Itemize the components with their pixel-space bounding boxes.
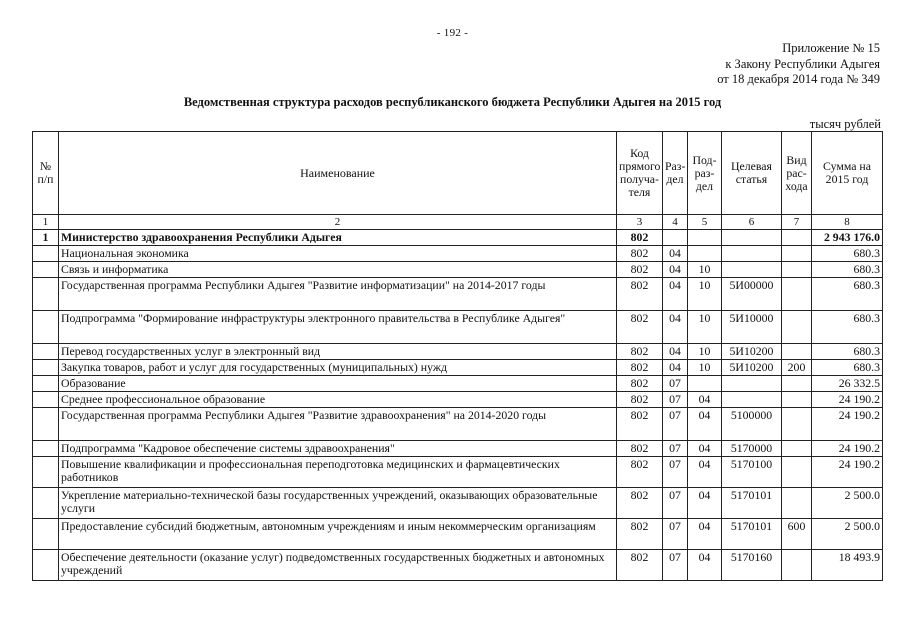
row-recipient: 802 — [617, 311, 663, 344]
row-name: Министерство здравоохранения Республики Адыгея — [59, 230, 617, 246]
row-target — [722, 246, 782, 262]
row-sum: 26 332.5 — [812, 376, 883, 392]
row-subsection — [688, 376, 722, 392]
row-section: 07 — [663, 457, 688, 488]
row-section: 04 — [663, 360, 688, 376]
row-target: 5170100 — [722, 457, 782, 488]
table-row — [33, 262, 883, 278]
row-num — [33, 278, 59, 311]
row-sum: 2 500.0 — [812, 488, 883, 519]
appendix-line: Приложение № 15 — [782, 41, 880, 55]
row-num — [33, 262, 59, 278]
table-row — [33, 457, 883, 488]
table-row — [33, 550, 883, 581]
row-target — [722, 392, 782, 408]
column-number: 6 — [722, 215, 782, 230]
row-num — [33, 550, 59, 581]
column-number: 5 — [688, 215, 722, 230]
row-expense — [782, 550, 812, 581]
row-recipient: 802 — [617, 550, 663, 581]
column-number: 1 — [33, 215, 59, 230]
row-expense — [782, 278, 812, 311]
table-row — [33, 519, 883, 550]
table-row — [33, 392, 883, 408]
row-recipient: 802 — [617, 360, 663, 376]
units-label: тысяч рублей — [809, 117, 881, 131]
row-num — [33, 376, 59, 392]
row-name: Государственная программа Республики Адыгея "Развитие информатизации" на 2014-2017 годы — [59, 278, 617, 311]
row-section: 07 — [663, 392, 688, 408]
row-expense: 200 — [782, 360, 812, 376]
row-subsection: 04 — [688, 550, 722, 581]
row-expense — [782, 441, 812, 457]
row-target: 5И00000 — [722, 278, 782, 311]
row-recipient: 802 — [617, 488, 663, 519]
row-name: Обеспечение деятельности (оказание услуг) подведомственных государственных бюджетных и автономных учреждений — [59, 550, 617, 581]
table-row — [33, 360, 883, 376]
header-subsection: Под-раз-дел — [688, 132, 722, 215]
table-row — [33, 311, 883, 344]
row-name: Среднее профессиональное образование — [59, 392, 617, 408]
row-name: Закупка товаров, работ и услуг для государственных (муниципальных) нужд — [59, 360, 617, 376]
row-subsection: 10 — [688, 278, 722, 311]
row-recipient: 802 — [617, 230, 663, 246]
row-section: 04 — [663, 246, 688, 262]
column-number: 2 — [59, 215, 617, 230]
row-name: Подпрограмма "Формирование инфраструктуры электронного правительства в Республике Адыгея" — [59, 311, 617, 344]
header-expense: Вид рас-хода — [782, 132, 812, 215]
table-row — [33, 230, 883, 246]
row-num — [33, 408, 59, 441]
document-title: Ведомственная структура расходов республиканского бюджета Республики Адыгея на 2015 год — [183, 95, 722, 109]
row-recipient: 802 — [617, 392, 663, 408]
row-name: Повышение квалификации и профессиональная переподготовка медицинских и фармацевтических работников — [59, 457, 617, 488]
row-sum: 24 190.2 — [812, 457, 883, 488]
header-target: Целевая статья — [722, 132, 782, 215]
row-num — [33, 457, 59, 488]
row-name: Связь и информатика — [59, 262, 617, 278]
row-subsection: 10 — [688, 360, 722, 376]
row-name: Предоставление субсидий бюджетным, автономным учреждениям и иным некоммерческим организациям — [59, 519, 617, 550]
row-expense — [782, 230, 812, 246]
row-section: 04 — [663, 262, 688, 278]
row-sum: 680.3 — [812, 278, 883, 311]
row-name: Подпрограмма "Кадровое обеспечение системы здравоохранения" — [59, 441, 617, 457]
row-num — [33, 360, 59, 376]
row-subsection: 10 — [688, 344, 722, 360]
row-recipient: 802 — [617, 344, 663, 360]
column-number: 4 — [663, 215, 688, 230]
row-num — [33, 392, 59, 408]
row-num: 1 — [33, 230, 59, 246]
column-number: 3 — [617, 215, 663, 230]
row-name: Укрепление материально-технической базы государственных учреждений, оказывающих образовательные услуги — [59, 488, 617, 519]
row-num — [33, 441, 59, 457]
row-section: 07 — [663, 408, 688, 441]
row-target: 5100000 — [722, 408, 782, 441]
row-name: Национальная экономика — [59, 246, 617, 262]
row-subsection — [688, 230, 722, 246]
row-subsection: 10 — [688, 262, 722, 278]
appendix-line: к Закону Республики Адыгея — [725, 56, 880, 71]
row-sum: 680.3 — [812, 311, 883, 344]
row-subsection: 04 — [688, 457, 722, 488]
row-target — [722, 376, 782, 392]
row-expense: 600 — [782, 519, 812, 550]
header-num: № п/п — [33, 132, 59, 215]
row-num — [33, 488, 59, 519]
row-subsection: 04 — [688, 441, 722, 457]
row-recipient: 802 — [617, 408, 663, 441]
row-expense — [782, 344, 812, 360]
header-name: Наименование — [59, 132, 617, 215]
row-target — [722, 262, 782, 278]
column-number: 8 — [812, 215, 883, 230]
header-section: Раз-дел — [663, 132, 688, 215]
column-number-row — [33, 215, 883, 230]
table-row — [33, 408, 883, 441]
row-expense — [782, 246, 812, 262]
budget-table — [32, 131, 883, 581]
row-subsection: 10 — [688, 311, 722, 344]
row-sum: 24 190.2 — [812, 441, 883, 457]
row-recipient: 802 — [617, 278, 663, 311]
row-name: Образование — [59, 376, 617, 392]
row-section: 07 — [663, 376, 688, 392]
row-recipient: 802 — [617, 262, 663, 278]
row-expense — [782, 457, 812, 488]
row-subsection: 04 — [688, 519, 722, 550]
row-num — [33, 311, 59, 344]
row-target — [722, 230, 782, 246]
row-num — [33, 519, 59, 550]
row-num — [33, 246, 59, 262]
row-recipient: 802 — [617, 246, 663, 262]
row-sum: 2 943 176.0 — [812, 230, 883, 246]
row-recipient: 802 — [617, 376, 663, 392]
row-sum: 2 500.0 — [812, 519, 883, 550]
header-recipient: Код прямого получа-теля — [617, 132, 663, 215]
header-row — [33, 132, 883, 215]
row-section: 07 — [663, 550, 688, 581]
row-target: 5170101 — [722, 488, 782, 519]
row-target: 5170160 — [722, 550, 782, 581]
column-number: 7 — [782, 215, 812, 230]
header-sum: Сумма на 2015 год — [812, 132, 883, 215]
row-target: 5170000 — [722, 441, 782, 457]
row-recipient: 802 — [617, 519, 663, 550]
row-section: 07 — [663, 519, 688, 550]
row-section: 04 — [663, 344, 688, 360]
row-sum: 680.3 — [812, 344, 883, 360]
page-number: - 192 - — [436, 27, 469, 39]
row-section: 07 — [663, 441, 688, 457]
row-sum: 24 190.2 — [812, 392, 883, 408]
table-row — [33, 278, 883, 311]
row-sum: 24 190.2 — [812, 408, 883, 441]
row-name: Государственная программа Республики Адыгея "Развитие здравоохранения" на 2014-2020 годы — [59, 408, 617, 441]
row-num — [33, 344, 59, 360]
table-row — [33, 246, 883, 262]
row-section: 07 — [663, 488, 688, 519]
row-sum: 680.3 — [812, 360, 883, 376]
row-subsection — [688, 246, 722, 262]
table-row — [33, 344, 883, 360]
row-target: 5170101 — [722, 519, 782, 550]
appendix-block — [717, 41, 880, 88]
table-row — [33, 441, 883, 457]
appendix-line: от 18 декабря 2014 года № 349 — [717, 72, 880, 86]
row-expense — [782, 408, 812, 441]
row-expense — [782, 488, 812, 519]
row-recipient: 802 — [617, 441, 663, 457]
row-target: 5И10200 — [722, 344, 782, 360]
row-section — [663, 230, 688, 246]
row-target: 5И10200 — [722, 360, 782, 376]
table-row — [33, 488, 883, 519]
row-name: Перевод государственных услуг в электронный вид — [59, 344, 617, 360]
row-subsection: 04 — [688, 392, 722, 408]
row-sum: 680.3 — [812, 246, 883, 262]
row-section: 04 — [663, 278, 688, 311]
row-sum: 18 493.9 — [812, 550, 883, 581]
row-subsection: 04 — [688, 488, 722, 519]
row-recipient: 802 — [617, 457, 663, 488]
table-row — [33, 376, 883, 392]
row-expense — [782, 262, 812, 278]
row-expense — [782, 311, 812, 344]
row-target: 5И10000 — [722, 311, 782, 344]
row-expense — [782, 392, 812, 408]
row-section: 04 — [663, 311, 688, 344]
row-subsection: 04 — [688, 408, 722, 441]
row-expense — [782, 376, 812, 392]
row-sum: 680.3 — [812, 262, 883, 278]
